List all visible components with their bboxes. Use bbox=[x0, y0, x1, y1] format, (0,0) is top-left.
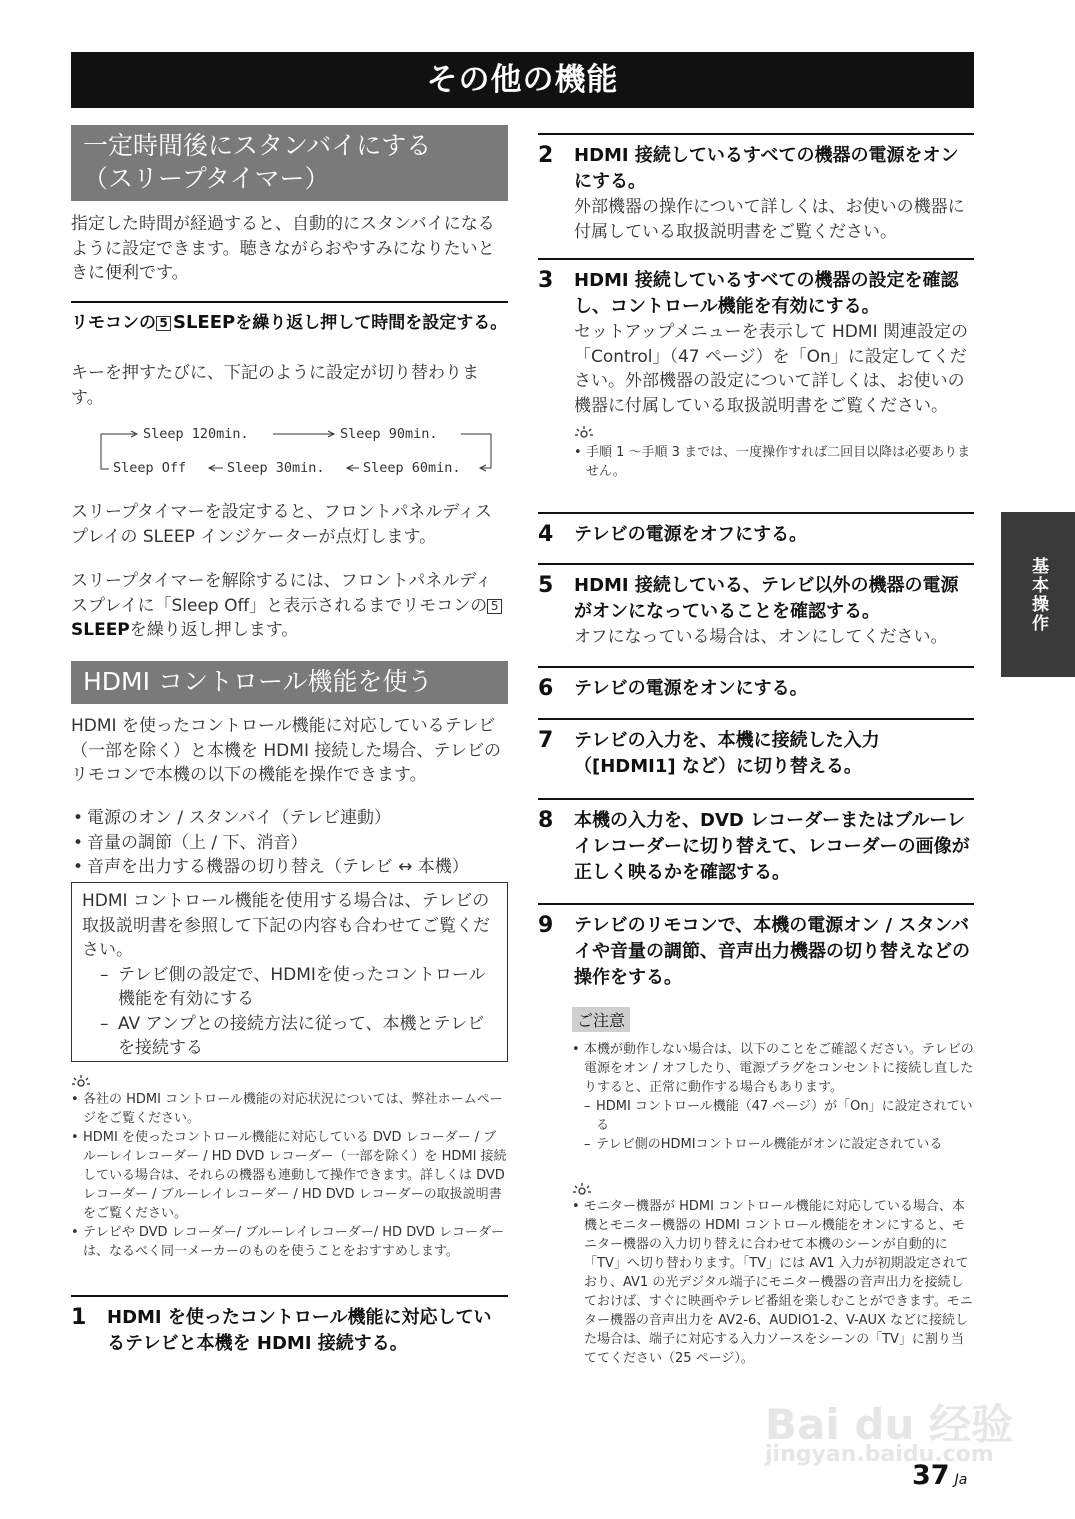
notice-item: – AV アンプとの接続方法に従って、本機とテレビを接続する bbox=[72, 1012, 497, 1061]
lightbulb-icon bbox=[71, 1074, 91, 1091]
step-number: 5 bbox=[538, 573, 554, 598]
step-title: テレビの入力を、本機に接続した入力（[HDMI1] など）に切り替える。 bbox=[574, 730, 880, 777]
step-9 bbox=[538, 903, 974, 991]
list-item: • 音声を出力する機器の切り替え（テレビ ↔ 本機） bbox=[71, 855, 508, 880]
list-item: • モニター機器が HDMI コントロール機能に対応している場合、本機とモニター機器の HDMI コントロール機能をオンにすると、モニター機器の入力切り替えに合わせて本機のシーンが自動的に「TV」へ切り替わります。「TV」には AV1 入力が初期設定されており、AV1 の光デジタル端子にモニター機器の音声出力を接続しておけば、すぐに映画やテレビ番組を楽しむことができます。モニター機器の音声出力を AV2-6、AUDIO1-2、V-AUX などに接続した場合は、端子に対応する入力ソースをシーンの「TV」に割り当ててください（25 ページ）。 bbox=[572, 1197, 974, 1368]
key-number-5: 5 bbox=[487, 599, 502, 614]
sleep-option-off: Sleep Off bbox=[113, 460, 187, 476]
hdmi-notice-box bbox=[71, 882, 508, 1062]
sleep-para3 bbox=[71, 569, 508, 643]
notice-text: HDMI コントロール機能を使用する場合は、テレビの取扱説明書を参照して下記の内容も合わせてご覧ください。 bbox=[82, 891, 490, 960]
step-4 bbox=[538, 512, 974, 548]
caution-badge: ご注意 bbox=[572, 1007, 630, 1032]
hdmi-control-heading: HDMI コントロール機能を使う bbox=[71, 661, 508, 704]
step-title: HDMI 接続しているすべての機器の電源をオンにする。 bbox=[574, 145, 959, 192]
step-number: 4 bbox=[538, 522, 554, 547]
step-body: 外部機器の操作について詳しくは、お使いの機器に付属している取扱説明書をご覧ください。 bbox=[574, 197, 965, 242]
notice-item: – テレビ側の設定で、HDMIを使ったコントロール機能を有効にする bbox=[72, 963, 497, 1012]
section-side-tab: 基本操作 bbox=[1001, 512, 1075, 677]
hdmi-intro: HDMI を使ったコントロール機能に対応しているテレビ（一部を除く）と本機を HDMI 接続した場合、テレビのリモコンで本機の以下の機能を操作できます。 bbox=[71, 716, 502, 785]
page-number bbox=[912, 1460, 967, 1491]
list-item: • 本機が動作しない場合は、以下のことをご確認ください。テレビの電源をオン / オフしたり、電源プラグをコンセントに接続し直したりすると、正常に動作する場合もあります。 bbox=[572, 1040, 974, 1097]
step-title: テレビのリモコンで、本機の電源オン / スタンバイや音量の調節、音声出力機器の切り替えなどの操作をする。 bbox=[574, 915, 970, 988]
instruction-text-post: を繰り返し押して時間を設定する。 bbox=[235, 313, 508, 333]
hdmi-feature-list bbox=[71, 806, 508, 880]
caution-list bbox=[572, 1040, 974, 1097]
caution-label bbox=[572, 1007, 630, 1032]
step-title: HDMI 接続している、テレビ以外の機器の電源がオンになっていることを確認する。 bbox=[574, 575, 959, 622]
step-body: オフになっている場合は、オンにしてください。 bbox=[574, 627, 948, 647]
step-5 bbox=[538, 563, 974, 650]
sleep-heading-line2: （スリープタイマー） bbox=[83, 164, 330, 193]
sleep-para2: スリープタイマーを設定すると、フロントパネルディスプレイの SLEEP インジケーターが点灯します。 bbox=[71, 502, 492, 547]
step-title: テレビの電源をオンにする。 bbox=[574, 678, 808, 699]
sleep-intro: 指定した時間が経過すると、自動的にスタンバイになるように設定できます。聴きながらおやすみになりたいときに便利です。 bbox=[71, 214, 495, 283]
step-3 bbox=[538, 258, 974, 481]
sleep-instruction bbox=[71, 311, 508, 336]
step-body: セットアップメニューを表示して HDMI 関連設定の「Control」（47 ページ）を「On」に設定してください。外部機器の設定について詳しくは、お使いの機器に付属している取扱説明書をご覧ください。 bbox=[574, 322, 968, 416]
baidu-watermark-url: jingyan.baidu.com bbox=[765, 1442, 994, 1467]
step-title: 本機の入力を、DVD レコーダーまたはブルーレイレコーダーに切り替えて、レコーダーの画像が正しく映るかを確認する。 bbox=[574, 810, 970, 883]
list-item: • 音量の調節（上 / 下、消音） bbox=[71, 831, 508, 856]
sleep-heading-line1: 一定時間後にスタンバイにする bbox=[83, 131, 432, 160]
sleep-option-120: Sleep 120min. bbox=[143, 426, 249, 442]
instruction-text: リモコンの bbox=[71, 313, 156, 333]
step-1 bbox=[71, 1295, 508, 1357]
divider bbox=[71, 301, 508, 303]
final-hint bbox=[572, 1197, 974, 1368]
page-language: Ja bbox=[954, 1472, 968, 1488]
key-number-5: 5 bbox=[156, 316, 171, 331]
step-number: 2 bbox=[538, 143, 554, 168]
list-item: • 手順 1 ～手順 3 までは、一度操作すれば二回目以降は必要ありません。 bbox=[574, 443, 974, 481]
list-item: • 電源のオン / スタンバイ（テレビ連動） bbox=[71, 806, 508, 831]
step-number: 7 bbox=[538, 728, 554, 753]
step-7 bbox=[538, 718, 974, 780]
sleep-option-60: Sleep 60min. bbox=[363, 460, 461, 476]
page-number-value: 37 bbox=[912, 1460, 950, 1491]
sleep-cycle-diagram bbox=[95, 422, 505, 482]
step-number: 9 bbox=[538, 913, 554, 938]
sleep-option-30: Sleep 30min. bbox=[227, 460, 325, 476]
step-number: 8 bbox=[538, 808, 554, 833]
sleep-timer-heading bbox=[71, 125, 508, 201]
step3-hint bbox=[574, 443, 974, 481]
list-item: • テレビや DVD レコーダー/ ブルーレイレコーダー/ HD DVD レコーダーは、なるべく同一メーカーのものを使うことをおすすめします。 bbox=[71, 1223, 508, 1261]
para3-text-post: を繰り返し押します。 bbox=[129, 620, 299, 640]
sleep-option-90: Sleep 90min. bbox=[340, 426, 438, 442]
step-number: 6 bbox=[538, 676, 554, 701]
step-6 bbox=[538, 666, 974, 702]
sleep-instruction-note: キーを押すたびに、下記のように設定が切り替わります。 bbox=[71, 363, 479, 408]
sleep-key-label: SLEEP bbox=[71, 620, 130, 640]
step-number: 1 bbox=[71, 1305, 87, 1330]
step-8 bbox=[538, 798, 974, 886]
step-number: 3 bbox=[538, 268, 554, 293]
list-item: • HDMI を使ったコントロール機能に対応している DVD レコーダー / ブルーレイレコーダー / HD DVD レコーダー（一部を除く）を HDMI 接続している場合は、それらの機器も連動して操作できます。詳しくは DVD レコーダー / ブルーレイレコーダー / HD DVD レコーダーの取扱説明書をご覧ください。 bbox=[71, 1128, 508, 1223]
para3-text: スリープタイマーを解除するには、フロントパネルディスプレイに「Sleep Off」と表示されるまでリモコンの bbox=[71, 571, 492, 616]
list-item: • 各社の HDMI コントロール機能の対応状況については、弊社ホームページをご覧ください。 bbox=[71, 1090, 508, 1128]
baidu-watermark-logo: Bai du 经验 bbox=[765, 1400, 1013, 1449]
caution-item: – HDMI コントロール機能（47 ページ）が「On」に設定されている bbox=[572, 1097, 974, 1135]
step-title: テレビの電源をオフにする。 bbox=[574, 524, 808, 545]
caution-sub-list bbox=[572, 1097, 974, 1154]
step-title: HDMI 接続しているすべての機器の設定を確認し、コントロール機能を有効にする。 bbox=[574, 270, 959, 317]
lightbulb-icon bbox=[574, 424, 974, 443]
caution-item: – テレビ側のHDMIコントロール機能がオンに設定されている bbox=[572, 1135, 974, 1154]
step-2 bbox=[538, 133, 974, 244]
sleep-key-label: SLEEP bbox=[173, 312, 236, 333]
hdmi-hints-list bbox=[71, 1090, 508, 1261]
step-title: HDMI を使ったコントロール機能に対応しているテレビと本機を HDMI 接続する。 bbox=[107, 1307, 492, 1354]
page-title: その他の機能 bbox=[71, 52, 974, 108]
